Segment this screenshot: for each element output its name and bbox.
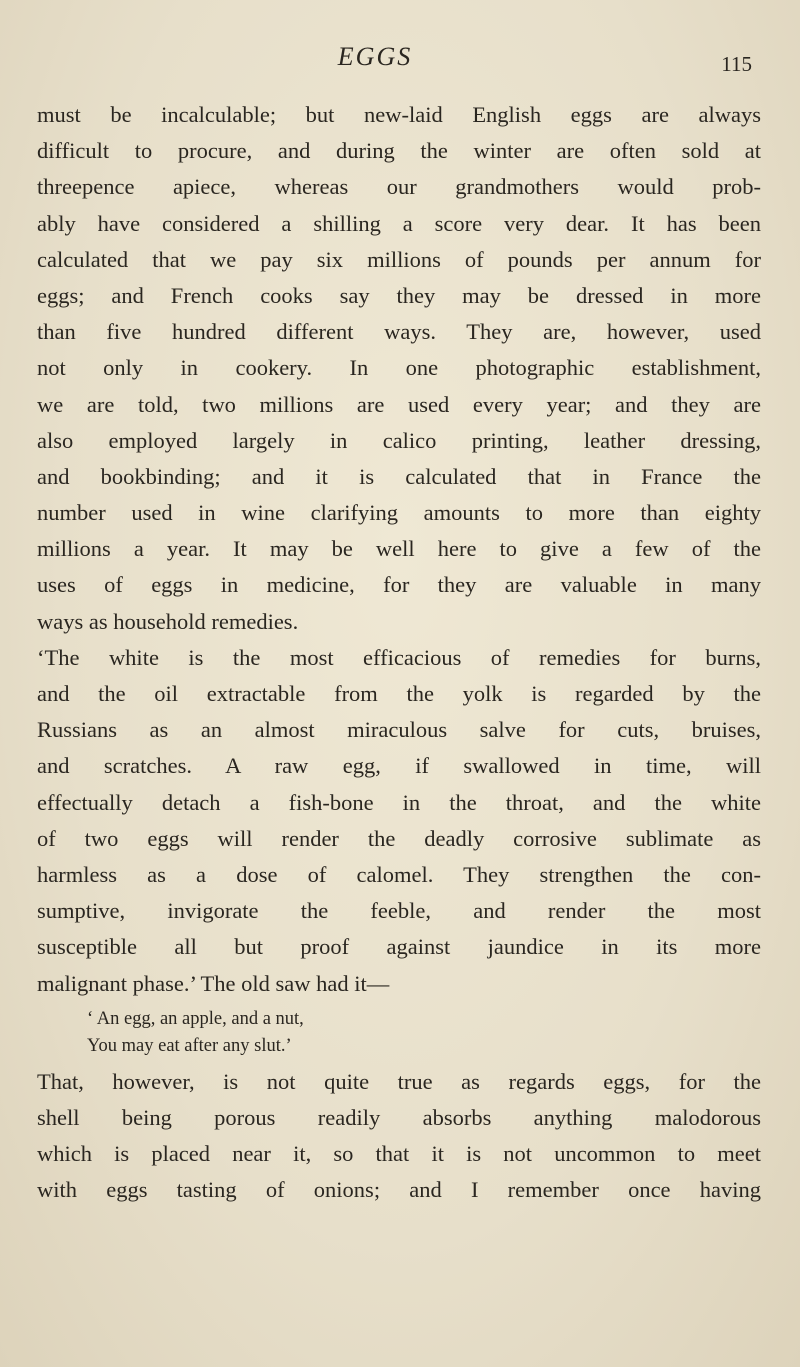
text-line: susceptible all but proof against jaundice in its more xyxy=(37,934,761,960)
text-line: calculated that we pay six millions of pounds per annum for xyxy=(37,246,761,272)
text-line: That, however, is not quite true as regards eggs, for the xyxy=(37,1068,761,1094)
paragraph-uses-of-eggs xyxy=(37,97,761,640)
text-line: ‘The white is the most efficacious of remedies for burns, xyxy=(37,644,761,670)
text-line: ways as household remedies. xyxy=(37,608,299,634)
verse-line: ‘ An egg, an apple, and a nut, xyxy=(87,1008,304,1029)
text-line: malignant phase.’ The old saw had it— xyxy=(37,970,390,996)
text-line: uses of eggs in medicine, for they are valuable in many xyxy=(37,572,761,598)
body-text xyxy=(37,97,761,1208)
text-line: eggs; and French cooks say they may be dressed in more xyxy=(37,282,761,308)
text-line: shell being porous readily absorbs anything malodorous xyxy=(37,1104,761,1130)
text-line: than five hundred different ways. They are, however, used xyxy=(37,319,761,345)
text-line: we are told, two millions are used every year; and they are xyxy=(37,391,761,417)
text-line: effectually detach a fish-bone in the throat, and the white xyxy=(37,789,761,815)
text-line: millions a year. It may be well here to give a few of the xyxy=(37,536,761,562)
paragraph-quotation xyxy=(37,640,761,1002)
text-line: ably have considered a shilling a score very dear. It has been xyxy=(37,210,761,236)
text-line: of two eggs will render the deadly corrosive sublimate as xyxy=(37,825,761,851)
paragraph-continuation xyxy=(37,1064,761,1209)
text-line: which is placed near it, so that it is not uncommon to meet xyxy=(37,1141,761,1167)
page-number: 115 xyxy=(721,52,752,76)
text-line: and bookbinding; and it is calculated that in France the xyxy=(37,463,761,489)
running-head xyxy=(0,42,800,82)
text-line: not only in cookery. In one photographic establishment, xyxy=(37,355,761,381)
text-line: must be incalculable; but new-laid English eggs are always xyxy=(37,102,761,127)
text-line: threepence apiece, whereas our grandmothers would prob- xyxy=(37,174,761,200)
text-line: harmless as a dose of calomel. They strengthen the con- xyxy=(37,861,761,887)
verse-line: You may eat after any slut.’ xyxy=(87,1035,292,1056)
text-line: and scratches. A raw egg, if swallowed in time, will xyxy=(37,753,761,779)
running-title: EGGS xyxy=(337,42,413,71)
text-line: with eggs tasting of onions; and I remember once having xyxy=(37,1177,761,1203)
text-line: sumptive, invigorate the feeble, and render the most xyxy=(37,898,761,924)
text-line: difficult to procure, and during the winter are often sold at xyxy=(37,138,761,164)
text-line: Russians as an almost miraculous salve for cuts, bruises, xyxy=(37,717,761,743)
text-line: number used in wine clarifying amounts to more than eighty xyxy=(37,500,761,526)
text-line: and the oil extractable from the yolk is regarded by the xyxy=(37,681,761,706)
verse-quotation xyxy=(37,1006,761,1060)
text-line: also employed largely in calico printing, leather dressing, xyxy=(37,427,761,453)
